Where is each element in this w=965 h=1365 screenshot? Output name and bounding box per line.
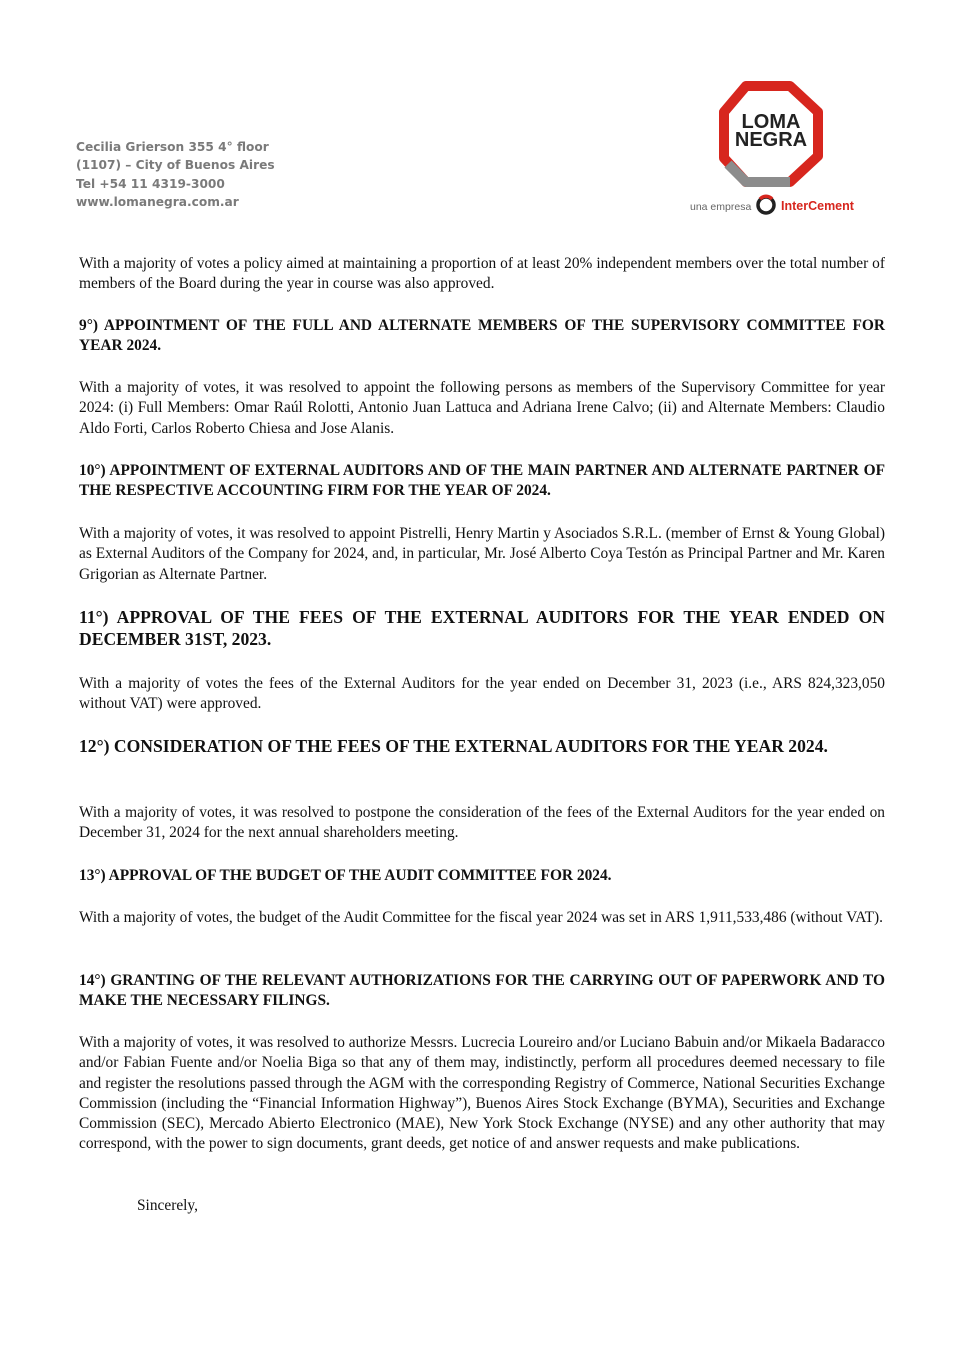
heading-item-9: 9°) APPOINTMENT OF THE FULL AND ALTERNATE MEMBERS OF THE SUPERVISORY COMMITTEE FOR YEAR 2024. [79, 317, 885, 355]
company-address [76, 138, 275, 211]
signoff: Sincerely, [137, 1197, 198, 1214]
logo-parent-name: InterCement [781, 199, 854, 213]
para-item-9: With a majority of votes, it was resolved to appoint the following persons as members of the Supervisory Committee for year 2024: (i) Full Members: Omar Raúl Rolotti, Antonio Juan Lattuca and Adriana Irene Calvo; (ii) and Alternate Members: Claudio Aldo Forti, Carlos Roberto Chiesa and Jose Alanis. [79, 379, 885, 437]
logo-tagline: una empresa [690, 201, 752, 213]
para-item-12: With a majority of votes, it was resolved to postpone the consideration of the fees of the External Auditors for the year ended on December 31, 2024 for the next annual shareholders meeting. [79, 804, 885, 842]
logo-text-loma: LOMA [741, 111, 801, 133]
heading-item-13: 13°) APPROVAL OF THE BUDGET OF THE AUDIT COMMITTEE FOR 2024. [79, 867, 612, 884]
intercement-icon [758, 197, 774, 213]
heading-item-14: 14°) GRANTING OF THE RELEVANT AUTHORIZATIONS FOR THE CARRYING OUT OF PAPERWORK AND TO MAKE THE NECESSARY FILINGS. [79, 972, 885, 1010]
address-phone: Tel +54 11 4319-3000 [76, 176, 225, 191]
logo-text-negra: NEGRA [734, 129, 808, 151]
para-item-10: With a majority of votes, it was resolved to appoint Pistrelli, Henry Martin y Asociados S.R.L. (member of Ernst & Young Global) as External Auditors of the Company for 2024, and, in particular, Mr. José Alberto Coya Testón as Principal Partner and Mr. Karen Grigorian as Alternate Partner. [79, 525, 885, 583]
heading-item-10: 10°) APPOINTMENT OF EXTERNAL AUDITORS AND OF THE MAIN PARTNER AND ALTERNATE PARTNER OF THE RESPECTIVE ACCOUNTING FIRM FOR THE YEAR OF 2024. [79, 462, 885, 500]
address-city: (1107) – City of Buenos Aires [76, 158, 275, 173]
address-street: Cecilia Grierson 355 4° floor [76, 140, 269, 154]
heading-item-12: 12°) CONSIDERATION OF THE FEES OF THE EXTERNAL AUDITORS FOR THE YEAR 2024. [79, 736, 828, 756]
loma-negra-logo [688, 78, 868, 220]
address-website[interactable]: www.lomanegra.com.ar [76, 194, 239, 209]
para-item-13: With a majority of votes, the budget of the Audit Committee for the fiscal year 2024 was set in ARS 1,911,533,486 (without VAT). [79, 909, 883, 926]
para-item-11: With a majority of votes the fees of the External Auditors for the year ended on December 31, 2023 (i.e., ARS 824,323,050 without VAT) were approved. [79, 675, 885, 713]
logo-grey-accent [728, 164, 790, 182]
para-independent-members: With a majority of votes a policy aimed at maintaining a proportion of at least 20% independent members over the total number of members of the Board during the year in course was also approved. [79, 255, 885, 293]
heading-item-11: 11°) APPROVAL OF THE FEES OF THE EXTERNAL AUDITORS FOR THE YEAR ENDED ON DECEMBER 31ST, 2023. [79, 607, 885, 649]
para-item-14: With a majority of votes, it was resolved to authorize Messrs. Lucrecia Loureiro and/or Luciano Babuin and/or Mikaela Badaracco and/or Fabian Fuente and/or Noelia Biga so that any of them may, indistinctly, perform all procedures deemed necessary to file and register the resolutions passed through the AGM with the corresponding Registry of Commerce, National Securities Exchange Commission (including the “Financial Information Highway”), Buenos Aires Stock Exchange (BYMA), Securities and Exchange Commission (SEC), Mercado Abierto Electronico (MAE), New York Stock Exchange (NYSE) and any other authority that may correspond, with the power to sign documents, grant deeds, get notice of and answer requests and make publications. [79, 1034, 885, 1153]
